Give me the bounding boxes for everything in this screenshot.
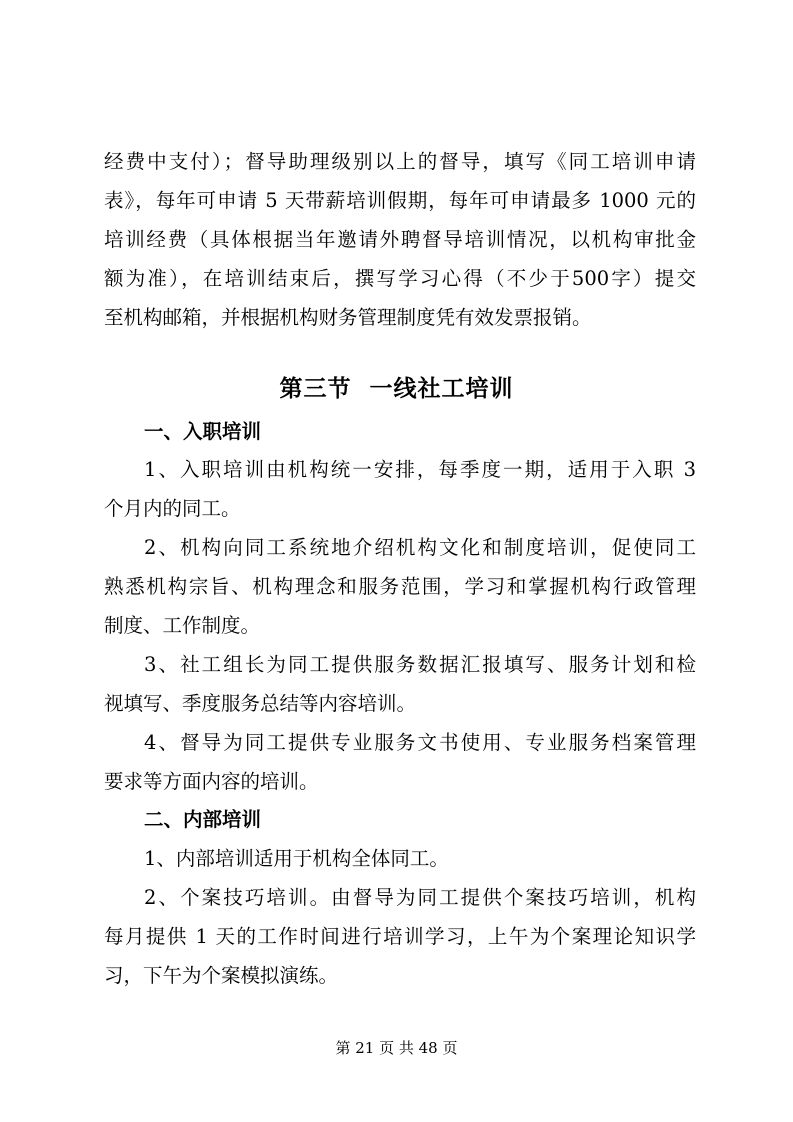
page-number-footer: 第 21 页 共 48 页: [335, 1039, 458, 1057]
paragraph-line: 3、社工组长为同工提供服务数据汇报填写、服务计划和检: [144, 653, 696, 676]
paragraph-line: 个月内的同工。: [104, 497, 241, 520]
section-heading-onboarding: 一、入职培训: [144, 420, 262, 443]
paragraph-line: 视填写、季度服务总结等内容培训。: [104, 692, 417, 715]
paragraph-line: 习，下午为个案模拟演练。: [104, 964, 339, 987]
section-heading-internal: 二、内部培训: [144, 808, 262, 831]
paragraph-line: 额为准），在培训结束后，撰写学习心得（不少于500字）提交: [104, 267, 696, 290]
paragraph-line: 1、入职培训由机构统一安排，每季度一期，适用于入职 3: [144, 458, 696, 481]
paragraph-line: 2、机构向同工系统地介绍机构文化和制度培训，促使同工: [144, 536, 696, 559]
paragraph-line: 表》，每年可申请 5 天带薪培训假期，每年可申请最多 1000 元的: [104, 189, 696, 212]
section-title: 第三节 一线社工培训: [279, 375, 514, 402]
paragraph-line: 4、督导为同工提供专业服务文书使用、专业服务档案管理: [144, 731, 696, 754]
paragraph-line: 经费中支付）；督导助理级别以上的督导，填写《同工培训申请: [104, 150, 696, 173]
paragraph-line: 至机构邮箱，并根据机构财务管理制度凭有效发票报销。: [104, 306, 592, 329]
paragraph-line: 每月提供 1 天的工作时间进行培训学习，上午为个案理论知识学: [104, 925, 696, 948]
paragraph-line: 要求等方面内容的培训。: [104, 770, 319, 793]
paragraph-line: 培训经费（具体根据当年邀请外聘督导培训情况，以机构审批金: [104, 228, 696, 251]
paragraph-line: 熟悉机构宗旨、机构理念和服务范围，学习和掌握机构行政管理: [104, 575, 696, 598]
paragraph-line: 2、个案技巧培训。由督导为同工提供个案技巧培训，机构: [144, 886, 696, 909]
paragraph-line: 1、内部培训适用于机构全体同工。: [144, 847, 449, 870]
paragraph-line: 制度、工作制度。: [104, 614, 261, 637]
